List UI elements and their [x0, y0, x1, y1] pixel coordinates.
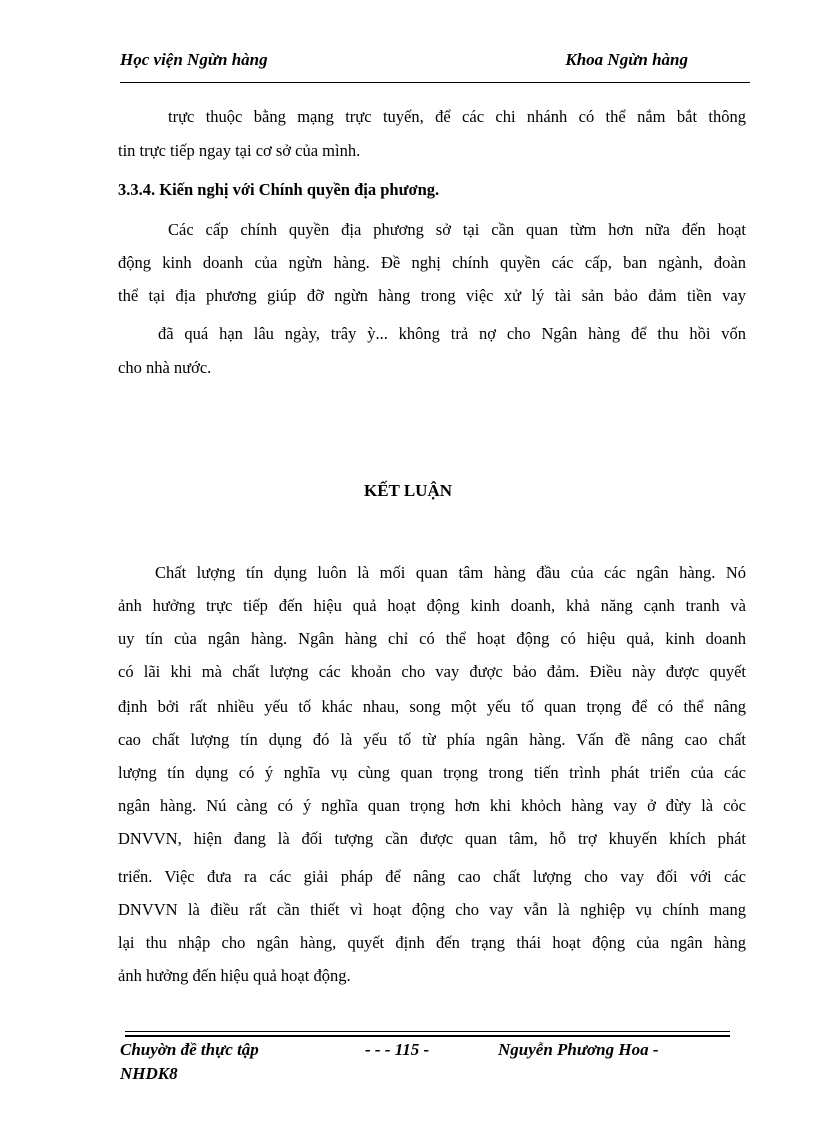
text-line: ảnh hưởng đến hiệu quả hoạt động. — [118, 966, 351, 985]
text-line: ngân hàng. Nú càng có ý nghĩa quan trọng hơn khi khỏch hàng vay ở đừy là cỏc — [118, 796, 746, 815]
text-line: uy tín của ngân hàng. Ngân hàng chỉ có thể hoạt động có hiệu quả, kinh doanh — [118, 629, 746, 648]
text-line: cao chất lượng tín dụng đó là yếu tố từ phía ngân hàng. Vấn đề nâng cao chất — [118, 730, 746, 749]
section-heading: 3.3.4. Kiến nghị với Chính quyền địa phương. — [118, 180, 440, 199]
page-header — [120, 50, 688, 76]
footer-title: Chuyờn đề thực tập — [120, 1040, 259, 1059]
text-line: động kinh doanh của ngừn hàng. Đề nghị chính quyền các cấp, ban ngành, đoàn — [118, 253, 746, 272]
text-line: Các cấp chính quyền địa phương sở tại cần quan từm hơn nữa đến hoạt — [168, 220, 746, 239]
text-line: định bởi rất nhiều yếu tố khác nhau, song một yếu tố quan trọng để có thể nâng — [118, 697, 746, 716]
text-line: cho nhà nước. — [118, 358, 212, 377]
text-line: có lãi khi mà chất lượng các khoản cho vay được bảo đảm. Điều này được quyết — [118, 662, 746, 681]
footer-author: Nguyễn Phương Hoa - — [498, 1040, 659, 1059]
header-faculty: Khoa Ngừn hàng — [565, 50, 688, 69]
text-line: lượng tín dụng có ý nghĩa vụ cùng quan trọng trong tiến trình phát triển của các — [118, 763, 746, 782]
text-line: triển. Việc đưa ra các giải pháp để nâng cao chất lượng cho vay đối với các — [118, 867, 746, 886]
footer-class: NHDK8 — [120, 1064, 178, 1083]
page-number: - - - 115 - — [365, 1040, 430, 1059]
text-line: đã quá hạn lâu ngày, trây ỳ... không trả nợ cho Ngân hàng để thu hồi vốn — [158, 324, 746, 343]
text-line: ảnh hưởng trực tiếp đến hiệu quả hoạt động kinh doanh, khả năng cạnh tranh và — [118, 596, 746, 615]
text-line: Chất lượng tín dụng luôn là mối quan tâm hàng đầu của các ngân hàng. Nó — [155, 563, 746, 582]
text-line: tin trực tiếp ngay tại cơ sở của mình. — [118, 141, 361, 160]
header-institution: Học viện Ngừn hàng — [120, 50, 268, 69]
text-line: DNVVN, hiện đang là đối tượng cần được quan tâm, hỗ trợ khuyến khích phát — [118, 829, 746, 848]
conclusion-title: KẾT LUẬN — [363, 481, 452, 500]
text-line: trực thuộc bằng mạng trực tuyến, để các chi nhánh có thể nắm bắt thông — [168, 107, 746, 126]
text-line: DNVVN là điều rất cần thiết vì hoạt động cho vay vẫn là nghiệp vụ chính mang — [118, 900, 746, 919]
footer-divider-thin — [125, 1031, 730, 1032]
text-line: thể tại địa phương giúp đỡ ngừn hàng trong việc xử lý tài sản bảo đảm tiền vay — [118, 286, 746, 305]
header-divider — [120, 82, 750, 83]
text-line: lại thu nhập cho ngân hàng, quyết định đến trạng thái hoạt động của ngân hàng — [118, 933, 746, 952]
footer-divider-thick — [125, 1035, 730, 1037]
